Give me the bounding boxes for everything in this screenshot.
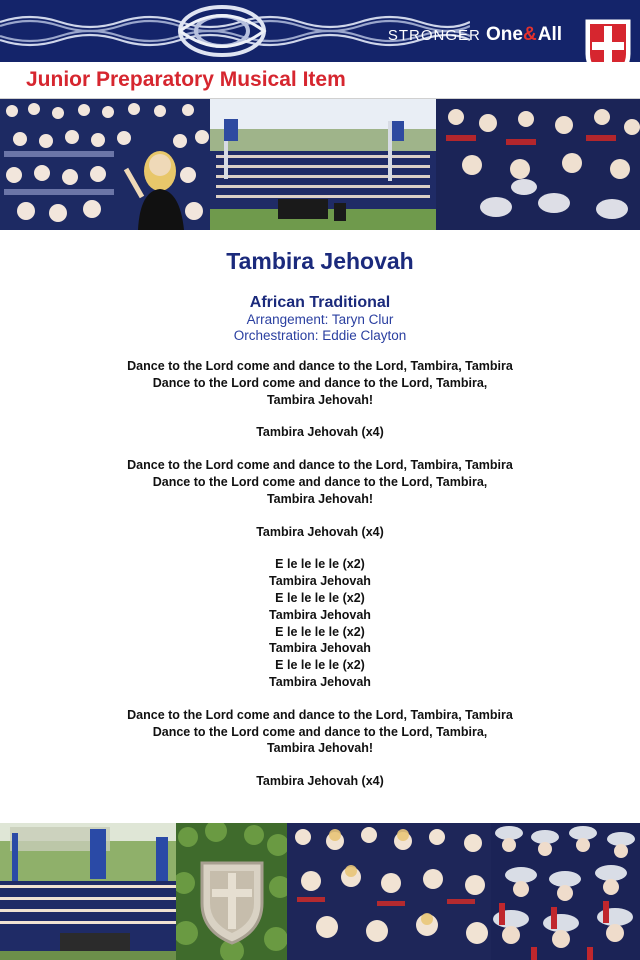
lyrics [0, 358, 640, 790]
photo-choir-conductor [0, 99, 210, 230]
lyric-line: Dance to the Lord come and dance to the Lord, Tambira, [152, 724, 488, 739]
lyric-line: Tambira Jehovah [269, 641, 371, 656]
photo-outdoor-choir [210, 99, 436, 230]
lyric-line: Tambira Jehovah! [266, 741, 374, 756]
lyric-line: Tambira Jehovah! [266, 392, 374, 407]
lyrics-stanza [0, 424, 640, 441]
lyric-line: Tambira Jehovah [269, 574, 371, 589]
song-origin: African Traditional [249, 294, 391, 311]
lyrics-stanza [0, 524, 640, 541]
lyric-line: E le le le le (x2) [275, 624, 365, 639]
lyric-line: E le le le le (x2) [275, 590, 365, 605]
orchestration-credit: Orchestration: Eddie Clayton [233, 328, 407, 343]
photo-boys-hats [491, 823, 640, 960]
school-tagline: STRONGER One&All [387, 24, 562, 45]
programme-content [0, 232, 640, 806]
lyric-line: Tambira Jehovah (x4) [256, 524, 384, 539]
lyric-line: Tambira Jehovah! [266, 491, 374, 506]
lyrics-stanza [0, 457, 640, 507]
lyric-line: Dance to the Lord come and dance to the Lord, Tambira, Tambira [127, 707, 513, 722]
lyric-line: E le le le le (x2) [275, 557, 365, 572]
photo-field-choir [0, 823, 176, 960]
photo-girls-choir [287, 823, 491, 960]
lyric-line: Tambira Jehovah (x4) [256, 774, 384, 789]
page-subheader [0, 62, 640, 99]
lyric-line: Tambira Jehovah [269, 607, 371, 622]
page-title: Junior Preparatory Musical Item [26, 68, 346, 91]
lyric-line: Dance to the Lord come and dance to the Lord, Tambira, [152, 474, 488, 489]
photo-drummers [436, 99, 640, 230]
lyric-line: Dance to the Lord come and dance to the Lord, Tambira, [152, 375, 488, 390]
lyric-line: Tambira Jehovah [269, 674, 371, 689]
lyric-line: Dance to the Lord come and dance to the Lord, Tambira, Tambira [127, 458, 513, 473]
lyrics-stanza [0, 556, 640, 690]
lyrics-stanza [0, 707, 640, 757]
photo-ivy-crest [176, 823, 287, 960]
lyric-line: Dance to the Lord come and dance to the Lord, Tambira, Tambira [127, 359, 513, 373]
header-banner [0, 0, 640, 62]
song-title: Tambira Jehovah [226, 248, 414, 274]
lyric-line: E le le le le (x2) [275, 658, 365, 673]
lyrics-stanza [0, 773, 640, 790]
lyric-line: Tambira Jehovah (x4) [256, 425, 384, 440]
arrangement-credit: Arrangement: Taryn Clur [246, 312, 394, 327]
lyrics-stanza [0, 358, 640, 408]
